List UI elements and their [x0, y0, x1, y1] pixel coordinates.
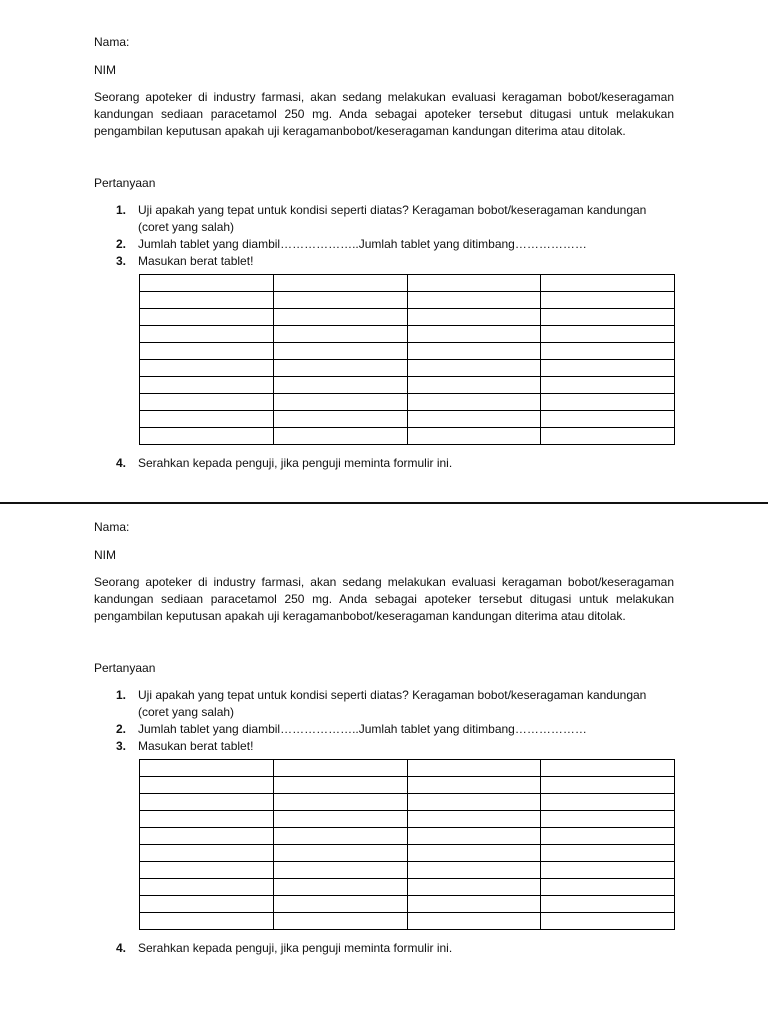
- weight-entry-cell[interactable]: [407, 913, 541, 930]
- weight-entry-cell[interactable]: [273, 292, 407, 309]
- question-item: [94, 253, 674, 270]
- question-text: Uji apakah yang tepat untuk kondisi seperti diatas? Keragaman bobot/keseragaman kandungan (coret yang salah): [138, 203, 647, 234]
- weight-entry-cell[interactable]: [140, 309, 274, 326]
- weight-entry-cell[interactable]: [140, 326, 274, 343]
- weight-entry-cell[interactable]: [407, 428, 541, 445]
- weight-entry-cell[interactable]: [407, 896, 541, 913]
- weight-entry-cell[interactable]: [407, 879, 541, 896]
- questions-title: Pertanyaan: [94, 176, 156, 190]
- tablet-weight-table: [139, 759, 675, 930]
- weight-entry-cell[interactable]: [273, 411, 407, 428]
- question-item: [94, 687, 674, 721]
- question-text: Serahkan kepada penguji, jika penguji meminta formulir ini.: [138, 941, 453, 955]
- weight-entry-cell[interactable]: [273, 309, 407, 326]
- weight-entry-cell[interactable]: [541, 794, 675, 811]
- weight-entry-cell[interactable]: [541, 845, 675, 862]
- weight-entry-cell[interactable]: [273, 879, 407, 896]
- weight-entry-cell[interactable]: [407, 811, 541, 828]
- weight-entry-cell[interactable]: [140, 360, 274, 377]
- question-number: 1.: [116, 203, 127, 217]
- weight-entry-cell[interactable]: [140, 275, 274, 292]
- nim-label: NIM: [94, 63, 116, 77]
- nim-label: NIM: [94, 548, 116, 562]
- weight-table-row: [140, 862, 675, 879]
- weight-table-row: [140, 377, 675, 394]
- weight-entry-cell[interactable]: [541, 411, 675, 428]
- weight-table-row: [140, 811, 675, 828]
- weight-table-row: [140, 411, 675, 428]
- question-item: [94, 455, 674, 472]
- weight-entry-cell[interactable]: [541, 343, 675, 360]
- question-text: Serahkan kepada penguji, jika penguji meminta formulir ini.: [138, 456, 453, 470]
- weight-entry-cell[interactable]: [407, 326, 541, 343]
- weight-entry-cell[interactable]: [541, 360, 675, 377]
- weight-entry-cell[interactable]: [273, 794, 407, 811]
- weight-table-row: [140, 292, 675, 309]
- nama-label: Nama:: [94, 520, 130, 534]
- weight-entry-cell[interactable]: [273, 811, 407, 828]
- weight-entry-cell[interactable]: [541, 377, 675, 394]
- weight-entry-cell[interactable]: [273, 913, 407, 930]
- weight-entry-cell[interactable]: [140, 828, 274, 845]
- weight-table-row: [140, 777, 675, 794]
- weight-entry-cell[interactable]: [541, 811, 675, 828]
- question-item: [94, 236, 674, 253]
- weight-entry-cell[interactable]: [140, 411, 274, 428]
- question-number: 3.: [116, 254, 127, 268]
- question-number: 4.: [116, 941, 127, 955]
- question-item: [94, 202, 674, 236]
- weight-entry-cell[interactable]: [407, 794, 541, 811]
- weight-entry-cell[interactable]: [541, 428, 675, 445]
- weight-table-body: [140, 275, 675, 445]
- weight-entry-cell[interactable]: [140, 292, 274, 309]
- weight-entry-cell[interactable]: [541, 760, 675, 777]
- weight-table-row: [140, 309, 675, 326]
- question-item: [94, 738, 674, 755]
- questions-title: Pertanyaan: [94, 661, 156, 675]
- weight-table-row: [140, 760, 675, 777]
- weight-entry-cell[interactable]: [407, 828, 541, 845]
- weight-entry-cell[interactable]: [273, 896, 407, 913]
- weight-table-row: [140, 879, 675, 896]
- question-text: Masukan berat tablet!: [138, 254, 254, 268]
- weight-entry-cell[interactable]: [407, 760, 541, 777]
- weight-entry-cell[interactable]: [407, 343, 541, 360]
- weight-entry-cell[interactable]: [140, 862, 274, 879]
- weight-entry-cell[interactable]: [140, 428, 274, 445]
- question-number: 1.: [116, 688, 127, 702]
- weight-entry-cell[interactable]: [407, 394, 541, 411]
- weight-table-row: [140, 343, 675, 360]
- weight-entry-cell[interactable]: [273, 360, 407, 377]
- weight-table-body: [140, 760, 675, 930]
- weight-entry-cell[interactable]: [407, 845, 541, 862]
- weight-entry-cell[interactable]: [140, 896, 274, 913]
- weight-entry-cell[interactable]: [273, 343, 407, 360]
- weight-table-row: [140, 896, 675, 913]
- question-list-continued: [94, 455, 674, 472]
- weight-entry-cell[interactable]: [140, 760, 274, 777]
- weight-entry-cell[interactable]: [407, 411, 541, 428]
- weight-entry-cell[interactable]: [273, 428, 407, 445]
- weight-table-row: [140, 428, 675, 445]
- question-number: 2.: [116, 722, 127, 736]
- weight-entry-cell[interactable]: [541, 879, 675, 896]
- weight-entry-cell[interactable]: [273, 845, 407, 862]
- case-paragraph: Seorang apoteker di industry farmasi, akan sedang melakukan evaluasi keragaman bobot/keseragaman kandungan sediaan paracetamol 250 mg. Anda sebagai apoteker tersebut ditugasi untuk melakukan pengambilan keputusan apakah uji keragamanbobot/keseragaman kandungan diterima atau ditolak.: [94, 90, 674, 138]
- weight-entry-cell[interactable]: [541, 394, 675, 411]
- question-number: 2.: [116, 237, 127, 251]
- question-text: Uji apakah yang tepat untuk kondisi seperti diatas? Keragaman bobot/keseragaman kandungan (coret yang salah): [138, 688, 647, 719]
- weight-entry-cell[interactable]: [273, 326, 407, 343]
- weight-entry-cell[interactable]: [140, 777, 274, 794]
- weight-table-row: [140, 326, 675, 343]
- weight-table-row: [140, 845, 675, 862]
- weight-entry-cell[interactable]: [140, 845, 274, 862]
- weight-entry-cell[interactable]: [273, 828, 407, 845]
- cut-line-divider: [0, 502, 768, 504]
- weight-entry-cell[interactable]: [541, 913, 675, 930]
- weight-entry-cell[interactable]: [407, 275, 541, 292]
- form-sheet-bottom: [94, 519, 674, 957]
- weight-entry-cell[interactable]: [407, 377, 541, 394]
- question-item: [94, 721, 674, 738]
- weight-entry-cell[interactable]: [407, 862, 541, 879]
- weight-table-row: [140, 828, 675, 845]
- weight-entry-cell[interactable]: [140, 913, 274, 930]
- weight-table-row: [140, 394, 675, 411]
- weight-entry-cell[interactable]: [407, 777, 541, 794]
- weight-entry-cell[interactable]: [407, 309, 541, 326]
- weight-entry-cell[interactable]: [541, 896, 675, 913]
- weight-entry-cell[interactable]: [541, 828, 675, 845]
- weight-entry-cell[interactable]: [541, 777, 675, 794]
- question-text: Masukan berat tablet!: [138, 739, 254, 753]
- weight-entry-cell[interactable]: [273, 377, 407, 394]
- weight-entry-cell[interactable]: [541, 292, 675, 309]
- question-number: 3.: [116, 739, 127, 753]
- question-list: [94, 202, 674, 270]
- weight-entry-cell[interactable]: [541, 275, 675, 292]
- question-number: 4.: [116, 456, 127, 470]
- weight-table-row: [140, 794, 675, 811]
- weight-entry-cell[interactable]: [140, 394, 274, 411]
- question-list: [94, 687, 674, 755]
- form-sheet-top: [94, 34, 674, 472]
- question-text: Jumlah tablet yang diambil………………..Jumlah tablet yang ditimbang………………: [138, 237, 587, 251]
- weight-entry-cell[interactable]: [140, 794, 274, 811]
- weight-entry-cell[interactable]: [140, 879, 274, 896]
- weight-entry-cell[interactable]: [407, 360, 541, 377]
- question-list-continued: [94, 940, 674, 957]
- weight-table-row: [140, 360, 675, 377]
- weight-entry-cell[interactable]: [541, 326, 675, 343]
- question-text: Jumlah tablet yang diambil………………..Jumlah tablet yang ditimbang………………: [138, 722, 587, 736]
- weight-entry-cell[interactable]: [140, 343, 274, 360]
- weight-entry-cell[interactable]: [407, 292, 541, 309]
- weight-entry-cell[interactable]: [140, 811, 274, 828]
- question-item: [94, 940, 674, 957]
- tablet-weight-table: [139, 274, 675, 445]
- nama-label: Nama:: [94, 35, 130, 49]
- weight-entry-cell[interactable]: [273, 777, 407, 794]
- weight-entry-cell[interactable]: [541, 862, 675, 879]
- weight-entry-cell[interactable]: [273, 862, 407, 879]
- weight-entry-cell[interactable]: [541, 309, 675, 326]
- weight-table-row: [140, 275, 675, 292]
- weight-table-row: [140, 913, 675, 930]
- weight-entry-cell[interactable]: [273, 394, 407, 411]
- case-paragraph: Seorang apoteker di industry farmasi, akan sedang melakukan evaluasi keragaman bobot/keseragaman kandungan sediaan paracetamol 250 mg. Anda sebagai apoteker tersebut ditugasi untuk melakukan pengambilan keputusan apakah uji keragamanbobot/keseragaman kandungan diterima atau ditolak.: [94, 575, 674, 623]
- weight-entry-cell[interactable]: [273, 275, 407, 292]
- weight-entry-cell[interactable]: [273, 760, 407, 777]
- weight-entry-cell[interactable]: [140, 377, 274, 394]
